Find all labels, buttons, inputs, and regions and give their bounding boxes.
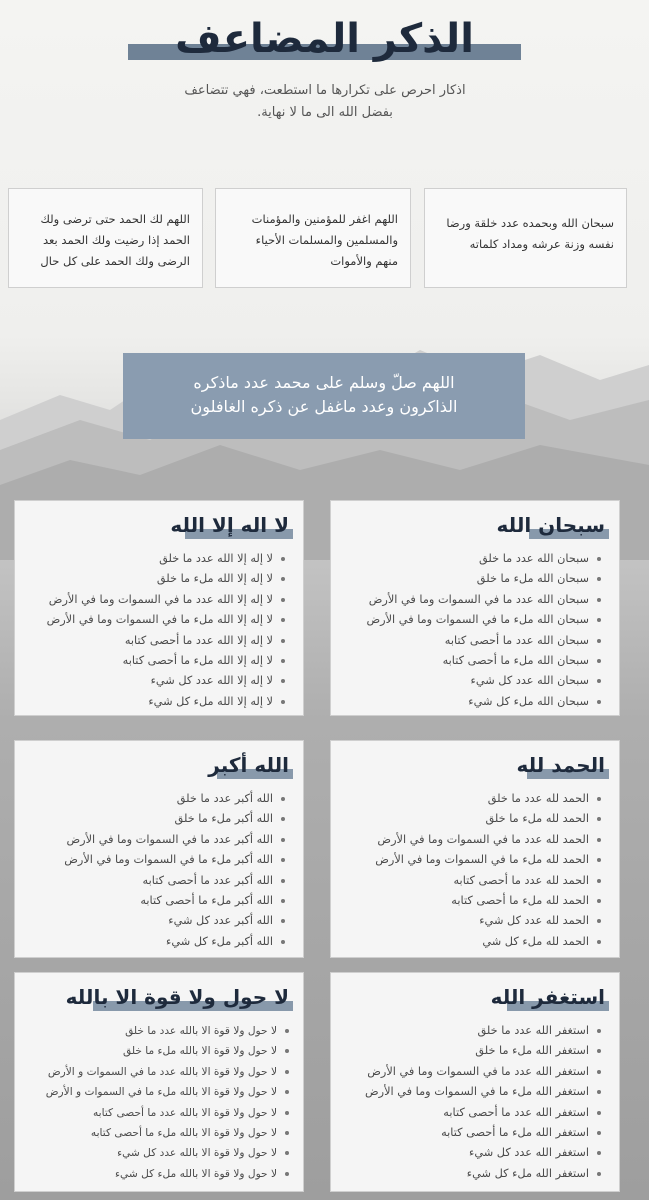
list-item: سبحان الله ملء ما في السموات وما في الأرض [339, 610, 601, 630]
list-item: الحمد لله ملء ما خلق [339, 809, 601, 829]
header [0, 14, 649, 74]
top-card-istighfar [215, 188, 411, 288]
list-item: استغفر الله عدد كل شيء [339, 1143, 601, 1163]
card-item-list [331, 1021, 619, 1184]
list-item: الحمد لله ملء ما في السموات وما في الأرض [339, 850, 601, 870]
list-item: الله أكبر ملء ما أحصى كتابه [23, 891, 285, 911]
list-item: لا إله إلا الله عدد كل شيء [23, 671, 285, 691]
list-item: الله أكبر عدد ما خلق [23, 789, 285, 809]
top-card-line: سبحان الله وبحمده عدد خلقة ورضا [446, 216, 614, 230]
top-card-line: اللهم اغفر للمؤمنين والمؤمنات [251, 212, 398, 226]
card-la-ilaha-illallah [14, 500, 304, 716]
list-item: لا إله إلا الله ملء ما أحصى كتابه [23, 651, 285, 671]
subtitle-line-2: بفضل الله الى ما لا نهاية. [257, 105, 393, 120]
list-item: سبحان الله عدد ما أحصى كتابه [339, 631, 601, 651]
list-item: استغفر الله عدد ما خلق [339, 1021, 601, 1041]
list-item: سبحان الله عدد ما خلق [339, 549, 601, 569]
card-title: لا اله إلا الله [15, 513, 289, 543]
list-item: سبحان الله ملء ما أحصى كتابه [339, 651, 601, 671]
list-item: لا إله إلا الله ملء كل شيء [23, 692, 285, 712]
top-card-line: منهم والأموات [330, 254, 398, 268]
card-title: لا حول ولا قوة الا بالله [15, 985, 289, 1015]
top-card-tasbih [424, 188, 627, 288]
top-card-hamd [8, 188, 203, 288]
list-item: استغفر الله ملء ما أحصى كتابه [339, 1123, 601, 1143]
page-title: الذكر المضاعف [175, 16, 474, 62]
list-item: الله أكبر ملء كل شيء [23, 932, 285, 952]
list-item: لا حول ولا قوة الا بالله ملء ما خلق [23, 1041, 289, 1061]
card-astaghfirullah [330, 972, 620, 1192]
card-subhanallah [330, 500, 620, 716]
card-item-list [15, 549, 303, 712]
list-item: لا إله إلا الله ملء ما في السموات وما في الأرض [23, 610, 285, 630]
list-item: لا إله إلا الله عدد ما في السموات وما في الأرض [23, 590, 285, 610]
card-title: الحمد لله [331, 753, 605, 783]
subtitle-line-1: اذكار احرص على تكرارها ما استطعت، فهي تتضاعف [184, 83, 466, 98]
top-card-line: الرضى ولك الحمد على كل حال [40, 254, 190, 268]
list-item: لا حول ولا قوة الا بالله عدد كل شيء [23, 1143, 289, 1163]
list-item: استغفر الله ملء كل شيء [339, 1164, 601, 1184]
banner-line-1: اللهم صلّ وسلم على محمد عدد ماذكره [193, 373, 455, 392]
list-item: لا حول ولا قوة الا بالله ملء كل شيء [23, 1164, 289, 1184]
card-la-hawla [14, 972, 304, 1192]
list-item: سبحان الله عدد ما في السموات وما في الأرض [339, 590, 601, 610]
list-item: الحمد لله عدد ما أحصى كتابه [339, 871, 601, 891]
banner-line-2: الذاكرون وعدد ماغفل عن ذكره الغافلون [190, 397, 458, 416]
page-subtitle [150, 80, 500, 124]
top-card-line: اللهم لك الحمد حتى ترضى ولك [40, 212, 190, 226]
card-allahu-akbar [14, 740, 304, 958]
list-item: الحمد لله ملء كل شي [339, 932, 601, 952]
list-item: الله أكبر عدد ما أحصى كتابه [23, 871, 285, 891]
salawat-banner [123, 353, 525, 439]
list-item: سبحان الله عدد كل شيء [339, 671, 601, 691]
list-item: الحمد لله عدد ما في السموات وما في الأرض [339, 830, 601, 850]
card-title: الله أكبر [15, 753, 289, 783]
card-item-list [331, 789, 619, 952]
list-item: استغفر الله ملء ما في السموات وما في الأرض [339, 1082, 601, 1102]
list-item: استغفر الله ملء ما خلق [339, 1041, 601, 1061]
card-item-list [15, 1021, 303, 1184]
card-item-list [15, 789, 303, 952]
card-alhamdulillah [330, 740, 620, 958]
list-item: لا حول ولا قوة الا بالله عدد ما أحصى كتابه [23, 1103, 289, 1123]
list-item: سبحان الله ملء كل شيء [339, 692, 601, 712]
list-item: استغفر الله عدد ما في السموات وما في الأرض [339, 1062, 601, 1082]
card-title: سبحان الله [331, 513, 605, 543]
list-item: الحمد لله عدد كل شيء [339, 911, 601, 931]
list-item: الحمد لله عدد ما خلق [339, 789, 601, 809]
list-item: الحمد لله ملء ما أحصى كتابه [339, 891, 601, 911]
list-item: لا إله إلا الله ملء ما خلق [23, 569, 285, 589]
top-card-line: الحمد إذا رضيت ولك الحمد بعد [42, 233, 190, 247]
list-item: الله أكبر عدد كل شيء [23, 911, 285, 931]
list-item: لا حول ولا قوة الا بالله ملء ما في السموات و الأرض [23, 1082, 289, 1102]
list-item: لا حول ولا قوة الا بالله عدد ما خلق [23, 1021, 289, 1041]
top-card-line: نفسه وزنة عرشه ومداد كلماته [469, 237, 614, 251]
list-item: لا حول ولا قوة الا بالله عدد ما في السموات و الأرض [23, 1062, 289, 1082]
top-card-line: والمسلمين والمسلمات الأحياء [255, 233, 398, 247]
list-item: الله أكبر ملء ما في السموات وما في الأرض [23, 850, 285, 870]
list-item: استغفر الله عدد ما أحصى كتابه [339, 1103, 601, 1123]
list-item: لا إله إلا الله عدد ما أحصى كتابه [23, 631, 285, 651]
list-item: لا إله إلا الله عدد ما خلق [23, 549, 285, 569]
list-item: الله أكبر ملء ما خلق [23, 809, 285, 829]
list-item: الله أكبر عدد ما في السموات وما في الأرض [23, 830, 285, 850]
card-title: استغفر الله [331, 985, 605, 1015]
list-item: سبحان الله ملء ما خلق [339, 569, 601, 589]
card-item-list [331, 549, 619, 712]
list-item: لا حول ولا قوة الا بالله ملء ما أحصى كتابه [23, 1123, 289, 1143]
